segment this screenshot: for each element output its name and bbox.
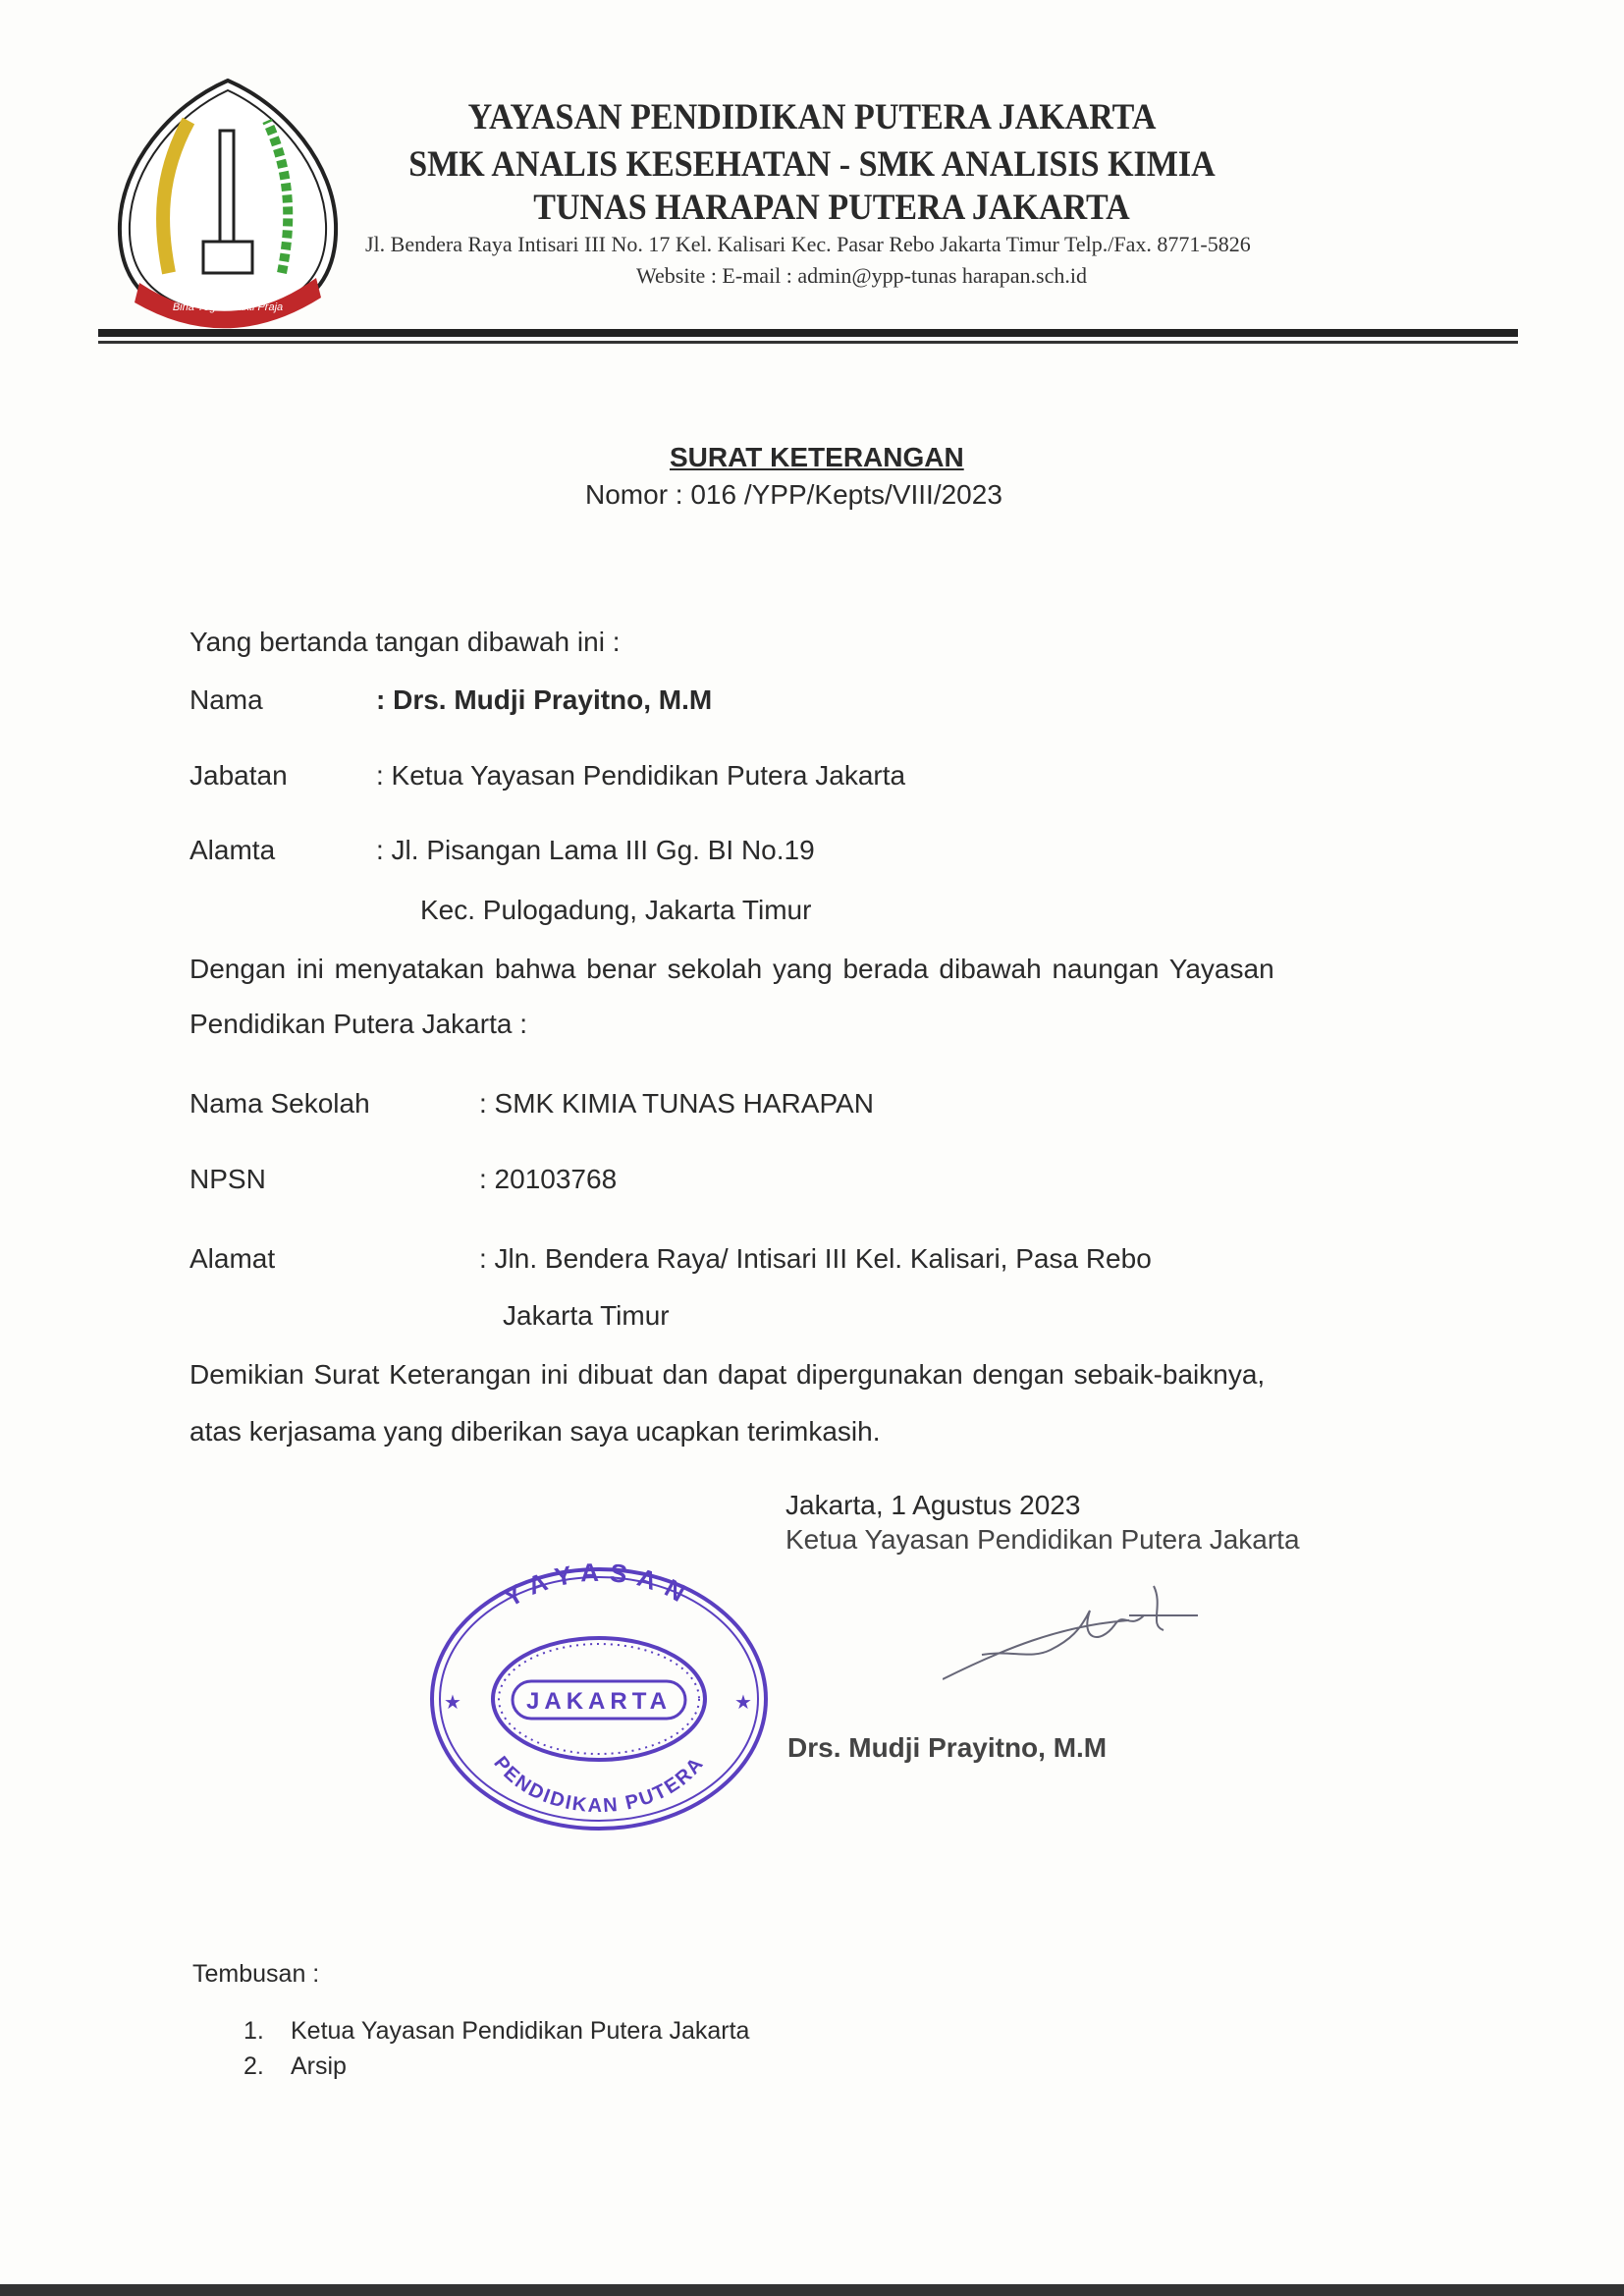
header-rule-thick (98, 329, 1518, 337)
signer-address-value: : Jl. Pisangan Lama III Gg. BI No.19 (376, 835, 815, 865)
school-names: SMK ANALIS KESEHATAN - SMK ANALISIS KIMIA (408, 144, 1216, 185)
signer-name: Drs. Mudji Prayitno, M.M (787, 1732, 1108, 1763)
header-rule-thin (98, 341, 1518, 344)
letterhead-address: Jl. Bendera Raya Intisari III No. 17 Kel. Kalisari Kec. Pasar Rebo Jakarta Timur Telp./Fax. 8771-5826 (365, 232, 1251, 256)
foundation-name: YAYASAN PENDIDIKAN PUTERA JAKARTA (467, 97, 1157, 137)
school-address-value-2: Jakarta Timur (503, 1300, 670, 1331)
cc-number-2: 2. (244, 2052, 264, 2080)
closing-line-2: atas kerjasama yang diberikan saya ucapkan terimkasih. (189, 1416, 881, 1447)
svg-text:YAYASAN (499, 1561, 699, 1613)
signature-place-date: Jakarta, 1 Agustus 2023 (785, 1490, 1081, 1520)
letter-title: SURAT KETERANGAN (670, 442, 964, 472)
handwritten-signature (943, 1571, 1218, 1699)
signer-position-label: Jabatan (189, 760, 288, 791)
stamp-top-text: YAYASAN (498, 1561, 699, 1613)
signature-position: Ketua Yayasan Pendidikan Putera Jakarta (785, 1524, 1300, 1555)
school-address-label: Alamat (189, 1243, 276, 1274)
logo-motto: Bina Yoga Bhakti Praja (172, 301, 284, 313)
star-icon: ★ (444, 1692, 461, 1714)
school-name-label: Nama Sekolah (189, 1088, 370, 1119)
school-full-name: TUNAS HARAPAN PUTERA JAKARTA (533, 188, 1130, 228)
cc-item-2: Arsip (291, 2052, 347, 2080)
signer-position-value: : Ketua Yayasan Pendidikan Putera Jakarta (376, 760, 906, 791)
letter-number: Nomor : 016 /YPP/Kepts/VIII/2023 (585, 479, 1002, 510)
foundation-stamp (422, 1561, 776, 1836)
statement-line-2: Pendidikan Putera Jakarta : (189, 1009, 527, 1039)
school-name-value: : SMK KIMIA TUNAS HARAPAN (479, 1088, 874, 1119)
cc-number-1: 1. (244, 2017, 264, 2045)
star-icon: ★ (734, 1692, 752, 1714)
stamp-bottom-text: PENDIDIKAN PUTERA (489, 1752, 709, 1818)
intro-text: Yang bertanda tangan dibawah ini : (189, 627, 621, 657)
stamp-center-text: JAKARTA (526, 1688, 672, 1715)
closing-line-1: Demikian Surat Keterangan ini dibuat dan dapat dipergunakan dengan sebaik-baiknya, (189, 1359, 1266, 1390)
signer-address-value-2: Kec. Pulogadung, Jakarta Timur (420, 895, 812, 925)
school-address-value: : Jln. Bendera Raya/ Intisari III Kel. Kalisari, Pasa Rebo (479, 1243, 1152, 1274)
statement-line-1: Dengan ini menyatakan bahwa benar sekolah yang berada dibawah naungan Yayasan (189, 954, 1274, 984)
npsn-value: : 20103768 (479, 1164, 618, 1194)
signer-name-value: : Drs. Mudji Prayitno, M.M (376, 684, 713, 715)
scan-edge (0, 2284, 1624, 2296)
cc-item-1: Ketua Yayasan Pendidikan Putera Jakarta (291, 2017, 750, 2045)
svg-text:PENDIDIKAN PUTERA (489, 1752, 708, 1817)
letterhead-contact: Website : E-mail : admin@ypp-tunas harapan.sch.id (636, 263, 1087, 288)
npsn-label: NPSN (189, 1164, 266, 1194)
cc-label: Tembusan : (192, 1960, 320, 1988)
signer-address-label: Alamta (189, 835, 276, 865)
signer-name-label: Nama (189, 684, 263, 715)
